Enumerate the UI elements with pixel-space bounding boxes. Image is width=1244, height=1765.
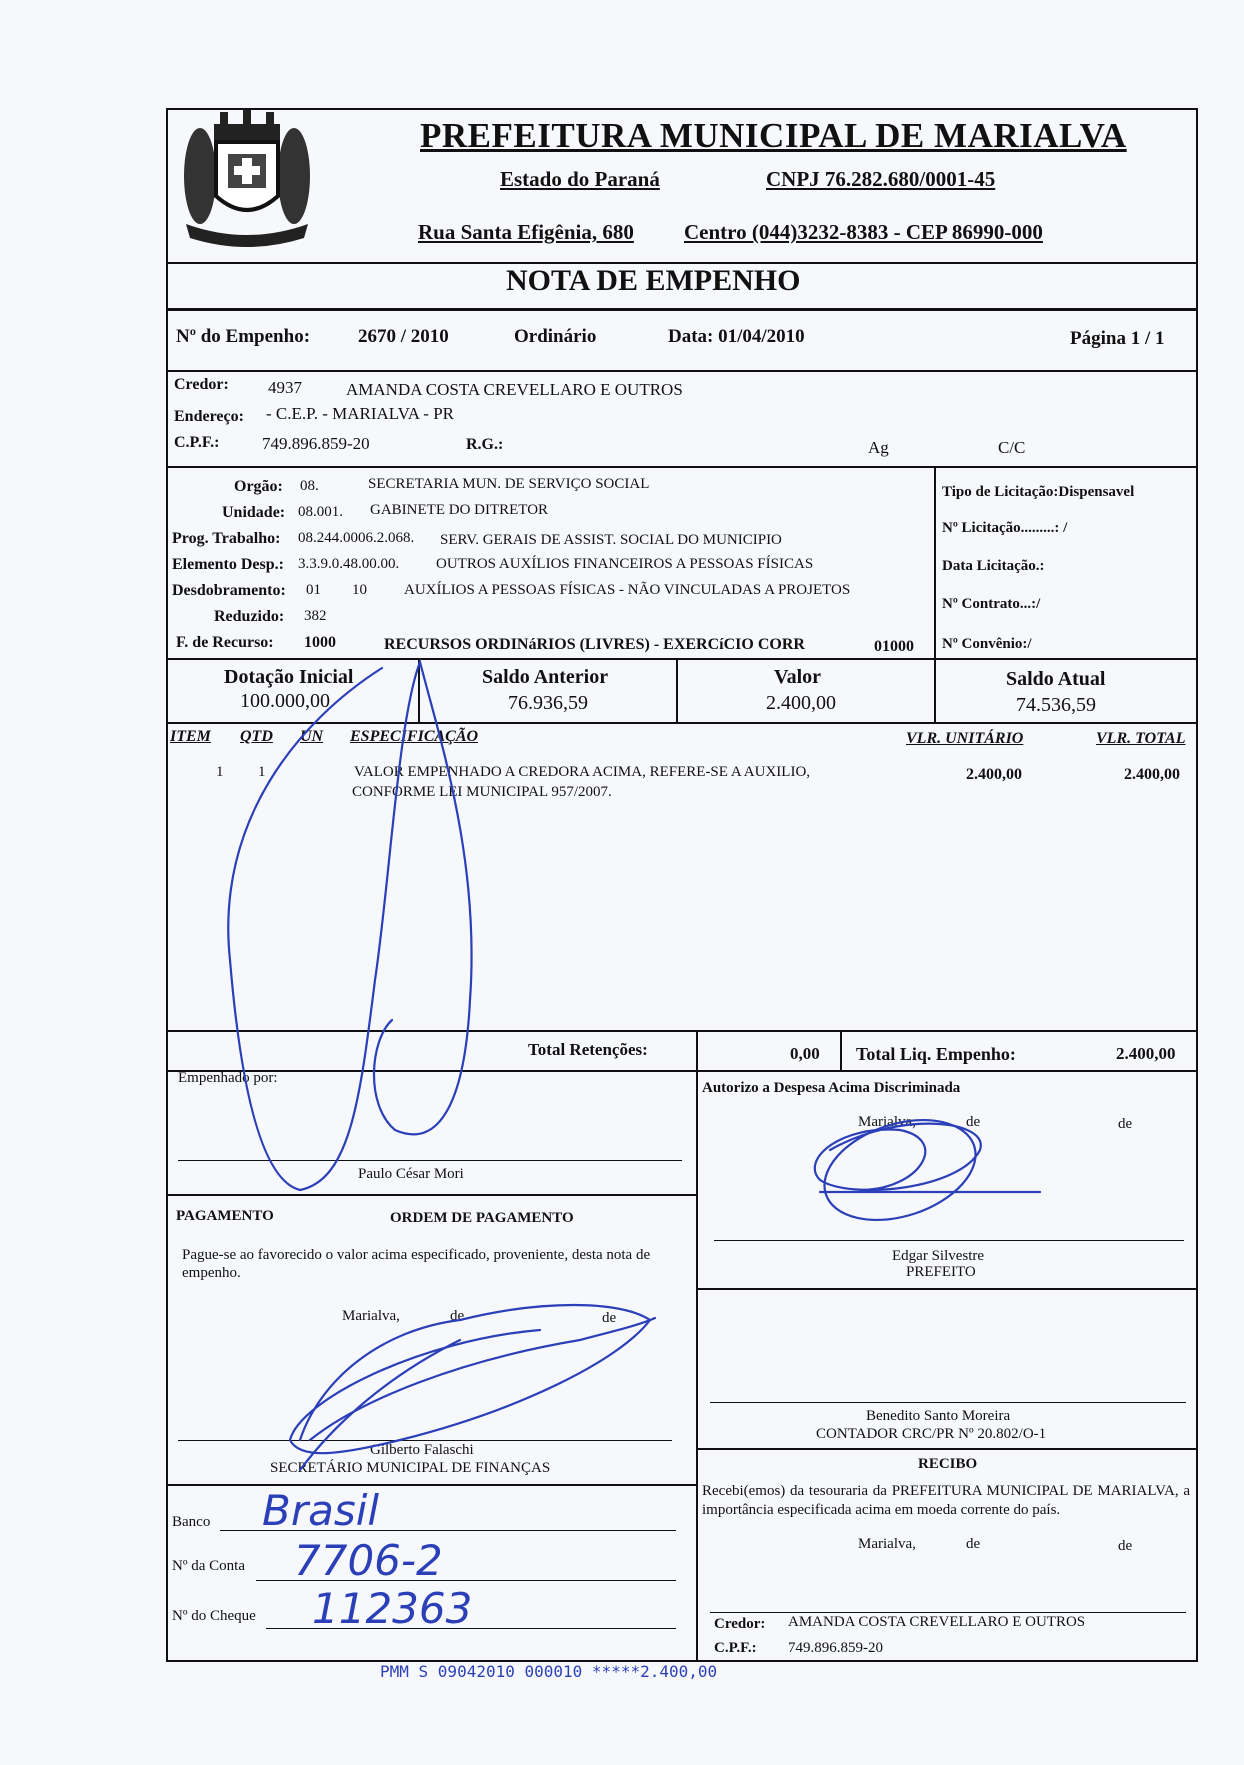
empenho-date: Data: 01/04/2010 — [668, 326, 805, 347]
empenhado-name: Paulo César Mori — [358, 1166, 464, 1182]
item-number: 1 — [216, 764, 224, 780]
contador-role: CONTADOR CRC/PR Nº 20.802/O-1 — [816, 1426, 1047, 1442]
autorizo-de1: de — [966, 1114, 981, 1130]
conta-value: 7706-2 — [294, 1536, 443, 1585]
banco-label: Banco — [172, 1514, 211, 1530]
recibo-city: Marialva, — [858, 1536, 916, 1552]
cnpj-label: CNPJ 76.282.680/0001-45 — [766, 167, 996, 191]
recibo-credor-label: Credor: — [714, 1616, 766, 1632]
pagamento-de1: de — [450, 1308, 465, 1324]
desdobramento-sub: 10 — [352, 582, 367, 598]
secretario-role: SECRETÁRIO MUNICIPAL DE FINANÇAS — [270, 1460, 551, 1476]
items-header-total-value: VLR. TOTAL — [1096, 730, 1186, 747]
recurso-code: 1000 — [304, 634, 336, 651]
prefeito-name: Edgar Silvestre — [892, 1248, 985, 1264]
prefeito-role: PREFEITO — [906, 1264, 976, 1280]
pagamento-label: PAGAMENTO — [176, 1208, 274, 1224]
valor-label: Valor — [774, 666, 822, 688]
municipality-title: PREFEITURA MUNICIPAL DE MARIALVA — [420, 116, 1127, 155]
items-header-item: ITEM — [170, 728, 211, 745]
recibo-de2: de — [1118, 1538, 1133, 1554]
autorizo-label: Autorizo a Despesa Acima Discriminada — [702, 1080, 961, 1096]
elemento-code: 3.3.9.0.48.00.00. — [298, 556, 400, 572]
secretario-name: Gilberto Falaschi — [370, 1442, 474, 1458]
autorizo-de2: de — [1118, 1116, 1133, 1132]
recibo-credor-name: AMANDA COSTA CREVELLARO E OUTROS — [788, 1614, 1086, 1630]
recibo-text: Recebi(emos) da tesouraria da PREFEITURA MUNICIPAL DE MARIALVA, a importância especificada acima em moeda corrente do país. — [702, 1483, 1190, 1518]
address-value: - C.E.P. - MARIALVA - PR — [266, 404, 454, 423]
items-header-qtd: QTD — [240, 728, 273, 745]
contact-address: Centro (044)3232-8383 - CEP 86990-000 — [684, 220, 1043, 244]
state-label: Estado do Paraná — [500, 167, 660, 191]
ag-label: Ag — [868, 438, 889, 457]
liquido-value: 2.400,00 — [1116, 1044, 1176, 1063]
retencoes-value: 0,00 — [790, 1044, 820, 1063]
saldo-atual-value: 74.536,59 — [1016, 694, 1096, 716]
licitacao-tipo: Tipo de Licitação:Dispensavel — [942, 484, 1135, 500]
items-header-spec: ESPECIFICAÇÃO — [350, 728, 479, 745]
rg-label: R.G.: — [466, 436, 504, 453]
empenhado-label: Empenhado por: — [178, 1070, 278, 1086]
unidade-code: 08.001. — [298, 504, 343, 520]
recurso-label: F. de Recurso: — [176, 634, 274, 651]
credor-code: 4937 — [268, 378, 302, 397]
desdobramento-label: Desdobramento: — [172, 582, 286, 599]
prog-code: 08.244.0006.2.068. — [298, 530, 415, 546]
unidade-name: GABINETE DO DITRETOR — [370, 502, 549, 518]
item-total-value: 2.400,00 — [1124, 766, 1180, 783]
reduzido-value: 382 — [304, 608, 327, 624]
saldo-atual-label: Saldo Atual — [1006, 668, 1106, 690]
empenho-number: 2670 / 2010 — [358, 326, 449, 347]
empenho-number-label: Nº do Empenho: — [176, 326, 311, 347]
elemento-name: OUTROS AUXÍLIOS FINANCEIROS A PESSOAS FÍSICAS — [436, 556, 814, 572]
conta-label: Nº da Conta — [172, 1558, 245, 1574]
ordem-pagamento-label: ORDEM DE PAGAMENTO — [390, 1210, 574, 1226]
reduzido-label: Reduzido: — [214, 608, 285, 625]
pagamento-text: Pague-se ao favorecido o valor acima especificado, proveniente, desta nota de empenho. — [182, 1247, 651, 1281]
item-unit-value: 2.400,00 — [966, 766, 1022, 783]
licitacao-numero: Nº Licitação.........: / — [942, 520, 1068, 536]
cpf-label: C.P.F.: — [174, 434, 220, 451]
item-qtd: 1 — [258, 764, 266, 780]
items-header-un: UN — [300, 728, 324, 745]
empenho-type: Ordinário — [514, 326, 597, 347]
prog-label: Prog. Trabalho: — [172, 530, 281, 547]
pagamento-city: Marialva, — [342, 1308, 400, 1324]
cheque-value: 112363 — [312, 1584, 473, 1633]
dotacao-label: Dotação Inicial — [224, 666, 354, 688]
recurso-name: RECURSOS ORDINáRIOS (LIVRES) - EXERCíCIO CORR — [384, 636, 805, 653]
recurso-sub: 01000 — [874, 638, 914, 655]
dotacao-value: 100.000,00 — [240, 690, 330, 712]
saldo-anterior-value: 76.936,59 — [508, 692, 588, 714]
recibo-cpf-label: C.P.F.: — [714, 1640, 757, 1656]
convenio-numero: Nº Convênio:/ — [942, 636, 1032, 652]
orgao-name: SECRETARIA MUN. DE SERVIÇO SOCIAL — [368, 476, 650, 492]
recibo-cpf-value: 749.896.859-20 — [788, 1640, 883, 1656]
contador-name: Benedito Santo Moreira — [866, 1408, 1011, 1424]
contrato-numero: Nº Contrato...:/ — [942, 596, 1041, 612]
recibo-label: RECIBO — [918, 1456, 978, 1472]
municipal-coat-of-arms — [176, 106, 318, 256]
document-title: NOTA DE EMPENHO — [506, 264, 801, 297]
cheque-label: Nº do Cheque — [172, 1608, 256, 1624]
prog-name: SERV. GERAIS DE ASSIST. SOCIAL DO MUNICIPIO — [440, 532, 782, 548]
credor-label: Credor: — [174, 376, 229, 393]
pagamento-de2: de — [602, 1310, 617, 1326]
elemento-label: Elemento Desp.: — [172, 556, 284, 573]
desdobramento-name: AUXÍLIOS A PESSOAS FÍSICAS - NÃO VINCULADAS A PROJETOS — [404, 582, 851, 598]
item-spec-line1: VALOR EMPENHADO A CREDORA ACIMA, REFERE-SE A AUXILIO, — [354, 764, 811, 780]
payment-stamp: PMM S 09042010 000010 *****2.400,00 — [380, 1662, 718, 1681]
saldo-anterior-label: Saldo Anterior — [482, 666, 609, 688]
recibo-de1: de — [966, 1536, 981, 1552]
unidade-label: Unidade: — [222, 504, 286, 521]
licitacao-data: Data Licitação.: — [942, 558, 1045, 574]
item-spec-line2: CONFORME LEI MUNICIPAL 957/2007. — [352, 784, 612, 800]
address-label: Endereço: — [174, 408, 244, 425]
retencoes-label: Total Retenções: — [528, 1040, 648, 1059]
autorizo-city: Marialva, — [858, 1114, 916, 1130]
street-address: Rua Santa Efigênia, 680 — [418, 220, 634, 244]
orgao-code: 08. — [300, 478, 319, 494]
valor-value: 2.400,00 — [766, 692, 836, 714]
page-number: Página 1 / 1 — [1070, 328, 1165, 349]
items-header-unit-value: VLR. UNITÁRIO — [906, 730, 1024, 747]
orgao-label: Orgão: — [234, 478, 283, 495]
liquido-label: Total Liq. Empenho: — [856, 1044, 1016, 1064]
credor-name: AMANDA COSTA CREVELLARO E OUTROS — [346, 380, 683, 399]
desdobramento-code: 01 — [306, 582, 321, 598]
cc-label: C/C — [998, 438, 1026, 457]
cpf-value: 749.896.859-20 — [262, 434, 370, 453]
banco-value: Brasil — [262, 1486, 380, 1535]
